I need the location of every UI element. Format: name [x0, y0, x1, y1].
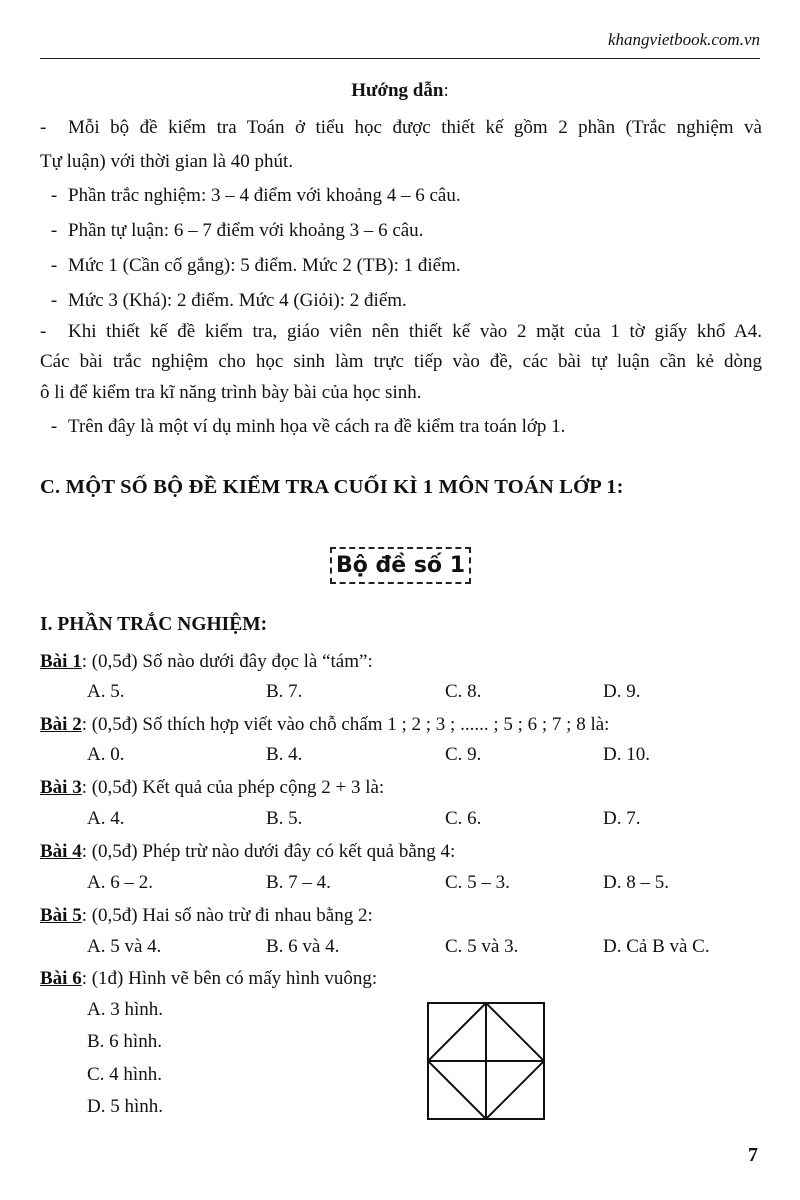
guide-bullet-7-text: Trên đây là một ví dụ minh họa về cách ra đề kiểm tra toán lớp 1.: [68, 416, 566, 437]
question-6-option-a: A. 3 hình.: [87, 999, 163, 1020]
guide-bullet-1-text: Mỗi bộ đề kiểm tra Toán ở tiểu học được thiết kế gồm 2 phần (Trắc nghiệm và: [68, 117, 762, 138]
question-2-option-b: B. 4.: [266, 744, 303, 765]
question-4-option-a: A. 6 – 2.: [87, 872, 153, 893]
question-5-option-c: C. 5 và 3.: [445, 936, 519, 957]
question-3-label: Bài 3: [40, 777, 82, 798]
part-title: I. PHẦN TRẮC NGHIỆM:: [40, 614, 268, 635]
guide-title-text: Hướng dẫn: [351, 80, 444, 101]
header-site: khangvietbook.com.vn: [608, 30, 760, 49]
question-4-option-c: C. 5 – 3.: [445, 872, 510, 893]
bullet-dash: -: [50, 290, 58, 311]
set-badge: Bộ đề số 1: [330, 547, 471, 584]
bullet-dash: -: [50, 220, 58, 241]
question-6-label: Bài 6: [40, 968, 82, 989]
question-4: [40, 838, 455, 866]
guide-bullet-5: [40, 284, 762, 318]
question-2-label: Bài 2: [40, 714, 82, 735]
question-5-label: Bài 5: [40, 905, 82, 926]
bullet-dash: -: [50, 416, 58, 437]
question-3-option-a: A. 4.: [87, 808, 125, 829]
guide-bullet-3: [40, 214, 762, 248]
question-6-option-c: C. 4 hình.: [87, 1064, 162, 1085]
guide-bullet-3-text: Phần tự luận: 6 – 7 điểm với khoảng 3 – 6 câu.: [68, 220, 424, 241]
question-3-option-d: D. 7.: [603, 808, 641, 829]
question-3-option-c: C. 6.: [445, 808, 482, 829]
bullet-dash: -: [40, 321, 47, 342]
page-number: 7: [748, 1144, 758, 1166]
question-3-option-b: B. 5.: [266, 808, 303, 829]
question-6-option-d: D. 5 hình.: [87, 1096, 163, 1117]
guide-bullet-5-text: Mức 3 (Khá): 2 điểm. Mức 4 (Giỏi): 2 điểm.: [68, 290, 407, 311]
guide-bullet-6-line-1: [40, 315, 762, 349]
guide-title-colon: :: [443, 80, 449, 101]
guide-bullet-6-line-2: Các bài trắc nghiệm cho học sinh làm trực tiếp vào đề, các bài tự luận cần kẻ dòng: [40, 351, 762, 372]
guide-bullet-4: [40, 249, 762, 283]
guide-bullet-7: [40, 410, 762, 444]
question-3: [40, 774, 384, 802]
question-2-option-c: C. 9.: [445, 744, 482, 765]
question-2-option-d: D. 10.: [603, 744, 650, 765]
section-title: C. MỘT SỐ BỘ ĐỀ KIỂM TRA CUỐI KÌ 1 MÔN TOÁN LỚP 1:: [40, 476, 624, 498]
question-6-option-b: B. 6 hình.: [87, 1031, 162, 1052]
question-1-text: : (0,5đ) Số nào dưới đây đọc là “tám”:: [81, 651, 373, 672]
question-1-option-c: C. 8.: [445, 681, 482, 702]
header-rule: [40, 58, 760, 59]
question-5-option-b: B. 6 và 4.: [266, 936, 340, 957]
question-2-text: : (0,5đ) Số thích hợp viết vào chỗ chấm 1 ; 2 ; 3 ; ...... ; 5 ; 6 ; 7 ; 8 là:: [81, 714, 610, 735]
squares-figure: [427, 1002, 545, 1120]
guide-bullet-1-line-2: Tự luận) với thời gian là 40 phút.: [40, 151, 294, 172]
bullet-dash: -: [50, 185, 58, 206]
guide-bullet-6-text: Khi thiết kế đề kiểm tra, giáo viên nên thiết kế vào 2 mặt của 1 tờ giấy khổ A4.: [68, 321, 762, 342]
question-1-option-d: D. 9.: [603, 681, 641, 702]
question-2-option-a: A. 0.: [87, 744, 125, 765]
question-5-text: : (0,5đ) Hai số nào trừ đi nhau bằng 2:: [81, 905, 373, 926]
question-6-text: : (1đ) Hình vẽ bên có mấy hình vuông:: [81, 968, 378, 989]
bullet-dash: -: [50, 255, 58, 276]
question-4-text: : (0,5đ) Phép trừ nào dưới đây có kết quả bằng 4:: [81, 841, 456, 862]
question-1-option-a: A. 5.: [87, 681, 125, 702]
question-5-option-a: A. 5 và 4.: [87, 936, 162, 957]
question-3-text: : (0,5đ) Kết quả của phép cộng 2 + 3 là:: [81, 777, 385, 798]
question-1-label: Bài 1: [40, 651, 82, 672]
question-5-option-d: D. Cả B và C.: [603, 936, 710, 957]
bullet-dash: -: [40, 117, 47, 138]
question-4-option-d: D. 8 – 5.: [603, 872, 669, 893]
guide-title: [0, 80, 800, 102]
question-4-label: Bài 4: [40, 841, 82, 862]
guide-bullet-6-line-3: ô li để kiểm tra kĩ năng trình bày bài của học sinh.: [40, 382, 422, 403]
guide-bullet-2: [40, 179, 762, 213]
question-5: [40, 902, 373, 930]
guide-bullet-1-line-1: [40, 111, 762, 145]
guide-bullet-4-text: Mức 1 (Cần cố gắng): 5 điểm. Mức 2 (TB): 1 điểm.: [68, 255, 461, 276]
guide-bullet-2-text: Phần trắc nghiệm: 3 – 4 điểm với khoảng 4 – 6 câu.: [68, 185, 461, 206]
question-1: [40, 648, 373, 676]
question-2: [40, 711, 609, 739]
question-4-option-b: B. 7 – 4.: [266, 872, 331, 893]
question-6: [40, 965, 377, 993]
question-1-option-b: B. 7.: [266, 681, 303, 702]
